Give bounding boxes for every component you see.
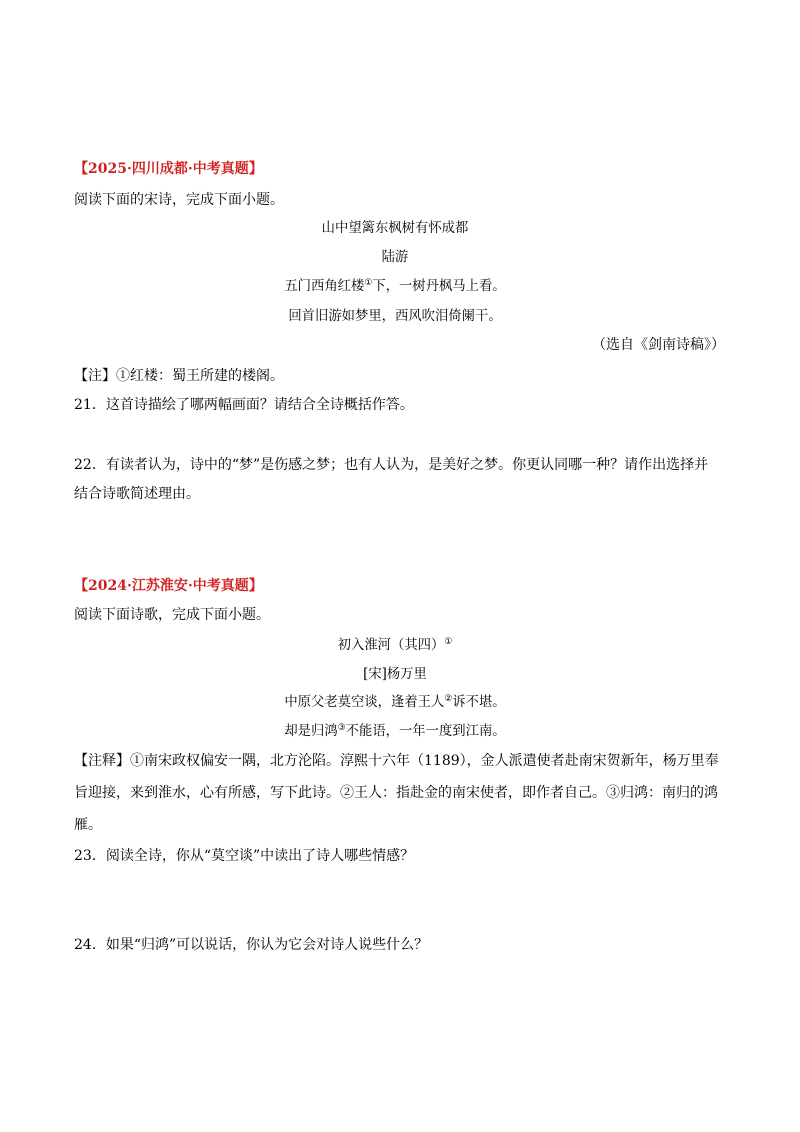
poem-title bbox=[0, 635, 790, 655]
source-tag-2025: 【2025·四川成都·中考真题】 bbox=[74, 161, 263, 177]
question-23: 23．阅读全诗，你从“莫空谈”中读出了诗人哪些情感？ bbox=[74, 848, 415, 864]
poem-text: 中原父老莫空谈，逢着王人 bbox=[284, 694, 445, 710]
footnote-marker: ② bbox=[444, 694, 453, 704]
annotation: 【注释】①南宋政权偏安一隅，北方沦陷。淳熙十六年（1189），金人派遣使者赴南宋贺新年，杨万里奉 bbox=[74, 753, 719, 769]
footnote-marker: ① bbox=[364, 278, 373, 288]
question-24: 24．如果“归鸿”可以说话，你认为它会对诗人说些什么？ bbox=[74, 937, 429, 953]
reading-intro: 阅读下面诗歌，完成下面小题。 bbox=[74, 607, 270, 623]
annotation-cont: 雁。 bbox=[74, 817, 102, 833]
source-tag-2024: 【2024·江苏淮安·中考真题】 bbox=[74, 578, 263, 594]
poem-text: 五门西角红楼 bbox=[284, 278, 365, 294]
poem-line bbox=[0, 692, 790, 712]
poem-line bbox=[0, 721, 790, 741]
poem-origin: （选自《剑南诗稿》） bbox=[592, 337, 725, 353]
question-21: 21．这首诗描绘了哪两幅画面？请结合全诗概括作答。 bbox=[74, 397, 414, 413]
poem-text: 下，一树丹枫马上看。 bbox=[372, 278, 506, 294]
question-22: 22．有读者认为，诗中的“梦”是伤感之梦；也有人认为，是美好之梦。你更认同哪一种？请作出选择并 bbox=[74, 457, 709, 473]
poem-title: 山中望篱东枫树有怀成都 bbox=[321, 220, 469, 236]
footnote-marker: ③ bbox=[337, 723, 346, 733]
reading-intro: 阅读下面的宋诗，完成下面小题。 bbox=[74, 192, 284, 208]
poem-text: 却是归鸿 bbox=[284, 723, 338, 739]
poem-text: 诉不堪。 bbox=[452, 694, 506, 710]
poem-author: 陆游 bbox=[381, 249, 409, 265]
annotation: 【注】①红楼：蜀王所建的楼阁。 bbox=[74, 368, 284, 384]
poem-author: [宋]杨万里 bbox=[363, 666, 427, 682]
poem-title-text: 初入淮河（其四） bbox=[337, 637, 445, 653]
footnote-marker: ① bbox=[444, 637, 453, 647]
poem-text: 不能语，一年一度到江南。 bbox=[345, 723, 506, 739]
poem-line bbox=[0, 276, 790, 296]
question-22-cont: 结合诗歌简述理由。 bbox=[74, 486, 200, 502]
poem-line: 回首旧游如梦里，西风吹泪倚阑干。 bbox=[288, 308, 502, 324]
annotation-cont: 旨迎接，来到淮水，心有所感，写下此诗。②王人：指赴金的南宋使者，即作者自己。③归鸿：南归的鸿 bbox=[74, 785, 718, 801]
